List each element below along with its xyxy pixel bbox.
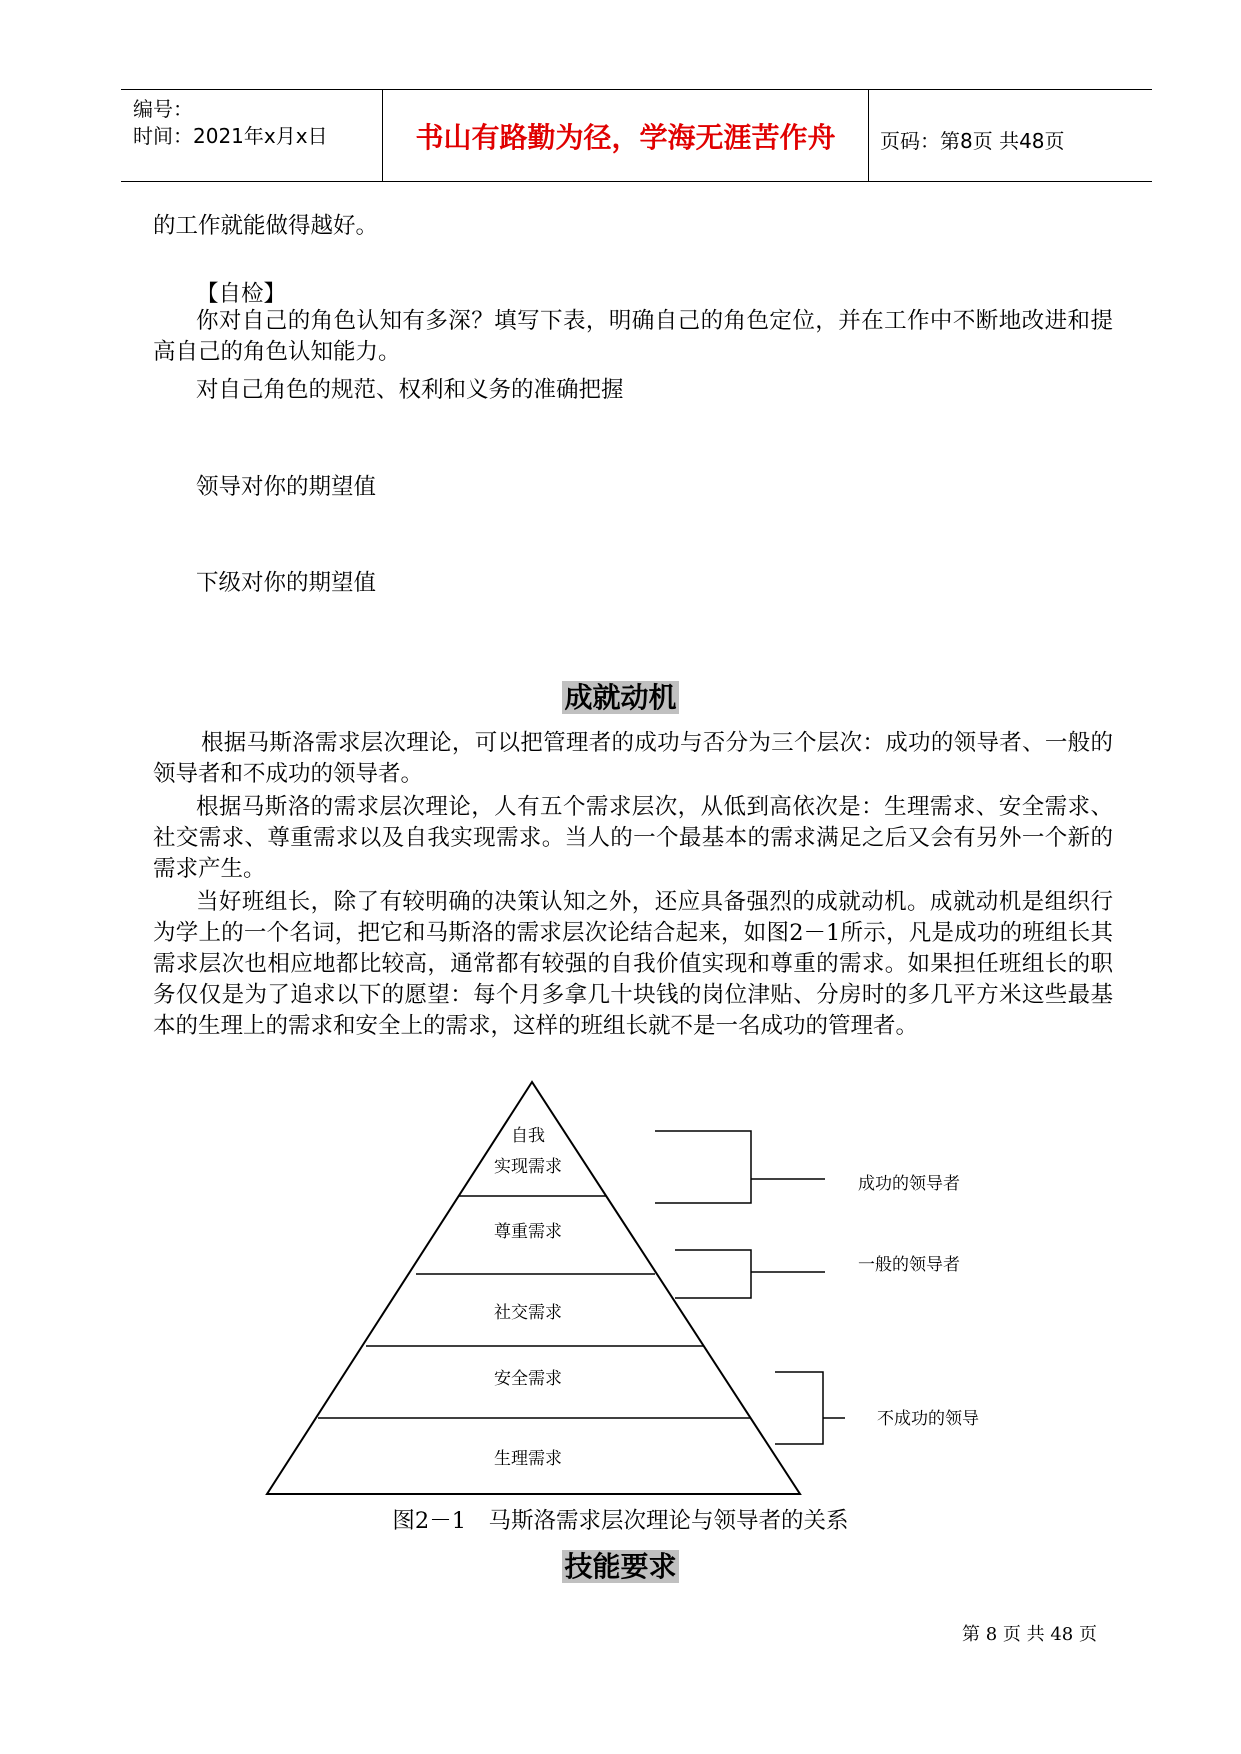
paragraph-achievement: 当好班组长，除了有较明确的决策认知之外，还应具备强烈的成就动机。成就动机是组织行为学上的一个名词，把它和马斯洛的需求层次论结合起来，如图2－1所示，凡是成功的班组长其需求层次也相应地都比较高，通常都有较强的自我价值实现和尊重的需求。如果担任班组长的职务仅仅是为了追求以下的愿望：每个月多拿几十块钱的岗位津贴、分房时的多几平方米这些最基本的生理上的需求和安全上的需求，这样的班组长就不是一名成功的管理者。 xyxy=(153,889,1113,1039)
self-check-item-norms: 对自己角色的规范、权利和义务的准确把握 xyxy=(196,377,624,403)
group-label-unsuccessful: 不成功的领导 xyxy=(877,1409,979,1429)
self-check-item-subordinate-expectation: 下级对你的期望值 xyxy=(196,570,377,596)
self-check-item-leader-expectation: 领导对你的期望值 xyxy=(196,474,377,500)
section-title-skill-requirements: 技能要求 xyxy=(564,1550,677,1583)
header-page-code: 页码：第8页 共48页 xyxy=(880,129,1065,153)
bracket-successful xyxy=(655,1131,825,1203)
header-time-label: 时间：2021年x月x日 xyxy=(133,124,328,148)
section-title-achievement-motivation: 成就动机 xyxy=(564,681,677,714)
header-number-label: 编号： xyxy=(133,97,193,121)
header-motto: 书山有路勤为径，学海无涯苦作舟 xyxy=(415,121,836,154)
level-label-physiological: 生理需求 xyxy=(494,1449,562,1469)
paragraph-three-levels: 根据马斯洛需求层次理论，可以把管理者的成功与否分为三个层次：成功的领导者、一般的领导者和不成功的领导者。 xyxy=(153,730,1113,787)
level-label-actualization: 实现需求 xyxy=(494,1157,562,1177)
level-label-social: 社交需求 xyxy=(494,1303,562,1323)
bracket-ordinary xyxy=(675,1250,825,1298)
group-label-ordinary: 一般的领导者 xyxy=(858,1255,960,1275)
bracket-unsuccessful xyxy=(775,1372,845,1444)
group-label-successful: 成功的领导者 xyxy=(858,1174,960,1194)
level-label-safety: 安全需求 xyxy=(494,1369,562,1389)
level-label-self: 自我 xyxy=(511,1126,545,1146)
paragraph-five-needs: 根据马斯洛的需求层次理论，人有五个需求层次，从低到高依次是：生理需求、安全需求、社交需求、尊重需求以及自我实现需求。当人的一个最基本的需求满足之后又会有另外一个新的需求产生。 xyxy=(153,794,1113,882)
level-label-esteem: 尊重需求 xyxy=(494,1222,562,1242)
self-check-prompt: 你对自己的角色认知有多深？填写下表，明确自己的角色定位，并在工作中不断地改进和提高自己的角色认知能力。 xyxy=(153,308,1113,365)
footer-page-number: 第 8 页 共 48 页 xyxy=(962,1624,1097,1645)
continuation-text: 的工作就能做得越好。 xyxy=(153,213,379,239)
figure-caption: 图2－1 马斯洛需求层次理论与领导者的关系 xyxy=(392,1508,849,1534)
self-check-title: 【自检】 xyxy=(196,281,287,307)
